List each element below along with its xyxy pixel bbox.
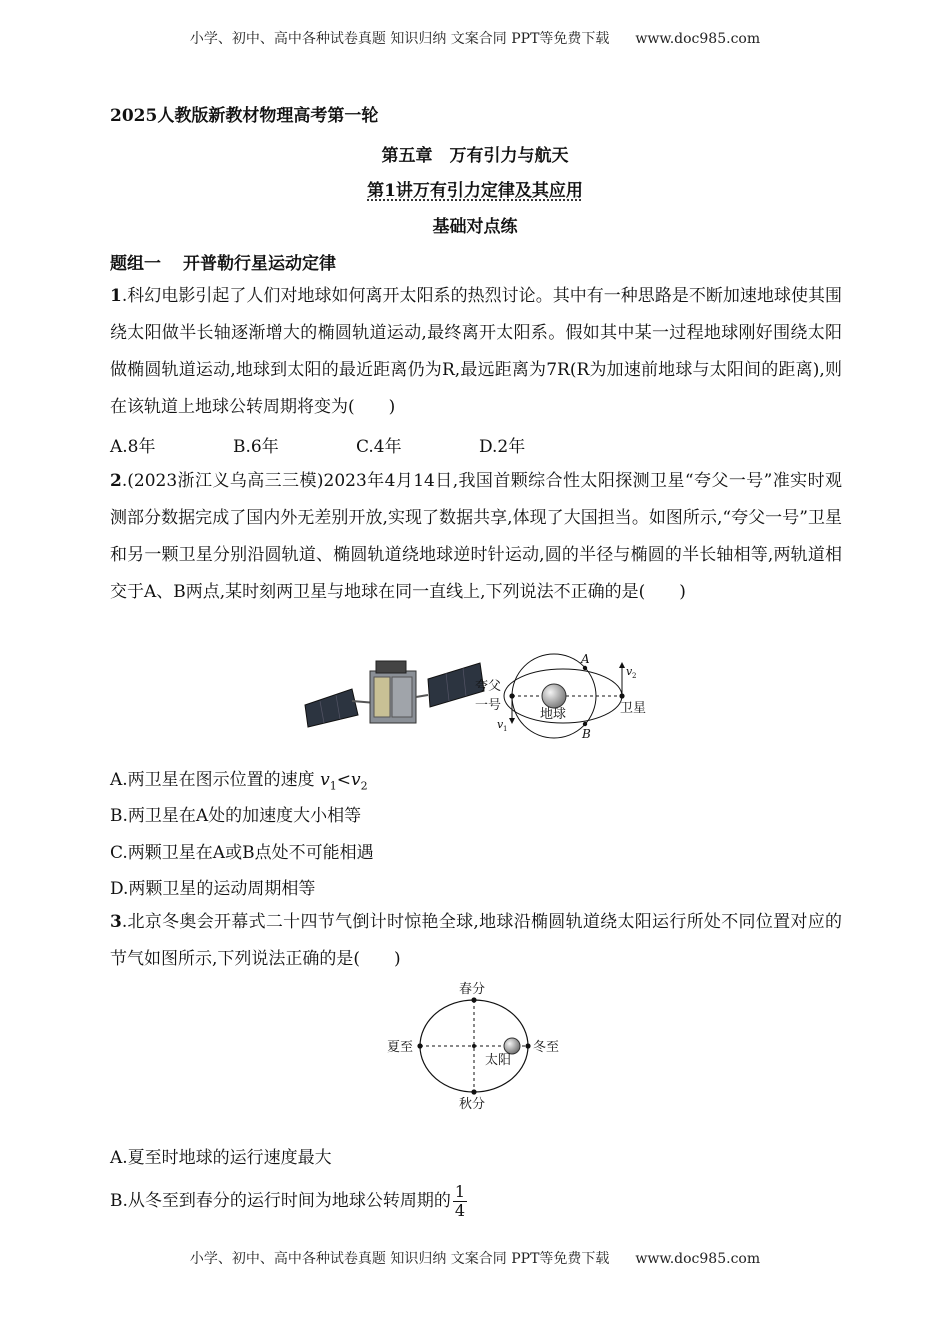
label-earth: 地球: [540, 707, 567, 722]
q2-option-d[interactable]: D.两颗卫星的运动周期相等: [110, 879, 316, 899]
q1-option-a[interactable]: A.8年: [110, 437, 156, 457]
sun-icon: [504, 1038, 520, 1054]
label-v1-sub: 1: [503, 725, 508, 733]
q3-option-b-text: B.从冬至到春分的运行时间为地球公转周期的: [110, 1191, 451, 1211]
q1-number: 1: [110, 286, 122, 306]
page-header: [0, 28, 950, 48]
q2-text: .(2023浙江义乌高三三模)2023年4月14日,我国首颗综合性太阳探测卫星“夸父一号”准实时观测部分数据完成了国内外无差别开放,实现了数据共享,体现了大国担当。如图所示,“夸父一号”卫星和另一颗卫星分别沿圆轨道、椭圆轨道绕地球逆时针运动,圆的半径与椭圆的半长轴相等,两轨道相交于A、B两点,某时刻两卫星与地球在同一直线上,下列说法不正确的是( ): [110, 471, 842, 602]
q3-option-b[interactable]: [110, 1183, 467, 1220]
q3-option-a[interactable]: A.夏至时地球的运行速度最大: [110, 1148, 332, 1168]
q2-number: 2: [110, 471, 122, 491]
satellite-point: [619, 693, 624, 698]
chapter-title: 第五章 万有引力与航天: [381, 146, 569, 166]
fraction-quarter: [453, 1183, 467, 1220]
label-kuafu-1: 夸父: [475, 679, 502, 694]
q2-v1-sub: 1: [329, 779, 337, 793]
q3-number: 3: [110, 912, 122, 932]
point-b: [583, 722, 587, 726]
q2-lt: <: [336, 770, 351, 790]
q1-options: [110, 432, 602, 457]
label-summer: 夏至: [387, 1040, 414, 1055]
q1-text: .科幻电影引起了人们对地球如何离开太阳系的热烈讨论。其中有一种思路是不断加速地球使其围绕太阳做半长轴逐渐增大的椭圆轨道运动,最终离开太阳系。假如其中某一过程地球刚好围绕太阳做椭圆轨道运动,地球到太阳的最近距离仍为R,最远距离为7R(R为加速前地球与太阳间的距离),则在该轨道上地球公转周期将变为( ): [110, 286, 842, 417]
orbit-diagram: [475, 648, 665, 743]
q1-option-b[interactable]: B.6年: [233, 437, 279, 457]
doc-title: 2025人教版新教材物理高考第一轮: [110, 106, 379, 126]
label-v2: v: [626, 665, 633, 678]
q2-v2-sub: 2: [360, 779, 368, 793]
orbit-center: [472, 1044, 476, 1048]
page-footer: [0, 1248, 950, 1268]
point-a: [583, 666, 587, 670]
header-text: 小学、初中、高中各种试卷真题 知识归纳 文案合同 PPT等免费下载: [189, 31, 610, 47]
label-a: A: [581, 652, 590, 666]
label-b: B: [582, 727, 591, 741]
q1-option-c[interactable]: C.4年: [356, 437, 402, 457]
lesson-title-text: 第1讲万有引力定律及其应用: [367, 181, 583, 201]
fraction-den: 4: [454, 1201, 466, 1220]
label-kuafu-2: 一号: [475, 698, 502, 713]
point-summer: [417, 1043, 422, 1048]
solar-terms-diagram: [382, 978, 572, 1113]
satellite-icon: [305, 661, 484, 727]
q2-v2: v: [350, 770, 361, 790]
question-1: [110, 278, 842, 426]
header-site[interactable]: www.doc985.com: [635, 31, 761, 47]
q2-option-a[interactable]: [110, 765, 368, 792]
label-satellite: 卫星: [620, 701, 647, 716]
footer-site[interactable]: www.doc985.com: [635, 1251, 761, 1267]
point-spring: [471, 997, 476, 1002]
group-heading: [110, 249, 336, 274]
q2-v1: v: [320, 770, 330, 790]
group-label: 题组一: [110, 254, 161, 274]
section-title: 基础对点练: [432, 217, 518, 237]
q2-option-b[interactable]: B.两卫星在A处的加速度大小相等: [110, 806, 362, 826]
kuafu-point: [509, 693, 514, 698]
q3-text: .北京冬奥会开幕式二十四节气倒计时惊艳全球,地球沿椭圆轨道绕太阳运行所处不同位置对应的节气如图所示,下列说法正确的是( ): [110, 912, 842, 969]
q2-option-c[interactable]: C.两颗卫星在A或B点处不可能相遇: [110, 843, 374, 863]
group-title: 开普勒行星运动定律: [183, 254, 336, 274]
label-sun: 太阳: [485, 1053, 512, 1068]
q1-option-d[interactable]: D.2年: [479, 437, 526, 457]
question-2: [110, 463, 842, 611]
footer-text: 小学、初中、高中各种试卷真题 知识归纳 文案合同 PPT等免费下载: [189, 1251, 610, 1267]
fraction-num: 1: [454, 1182, 466, 1201]
earth-icon: [542, 684, 566, 708]
point-autumn: [471, 1089, 476, 1094]
label-autumn: 秋分: [459, 1097, 486, 1112]
point-winter: [525, 1043, 530, 1048]
label-winter: 冬至: [533, 1040, 560, 1055]
q2-option-a-text: A.两卫星在图示位置的速度: [110, 770, 321, 790]
label-v2-sub: 2: [632, 672, 637, 680]
label-v1: v: [497, 718, 504, 731]
label-spring: 春分: [459, 982, 486, 997]
lesson-title: [0, 176, 950, 201]
question-3: [110, 904, 842, 978]
